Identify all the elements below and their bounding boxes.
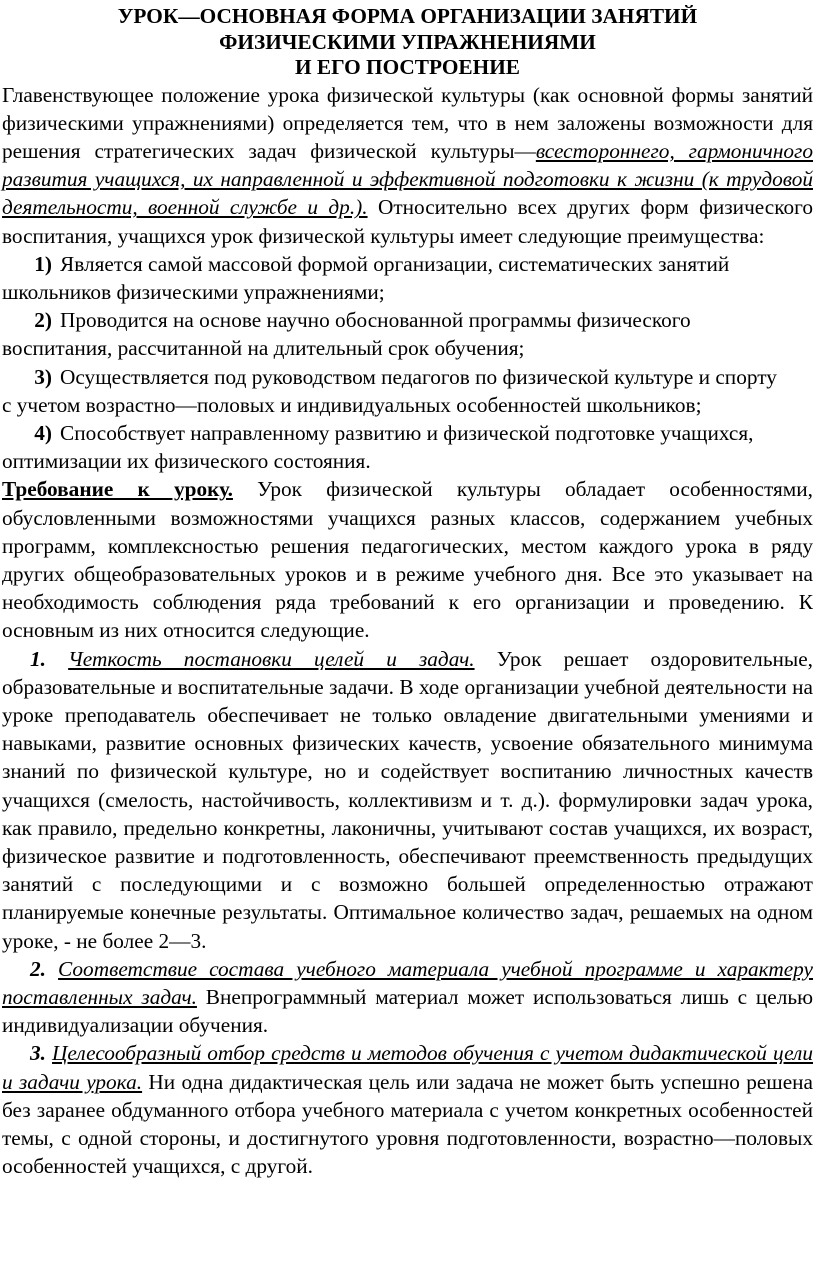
- point-number: 1.: [30, 646, 46, 671]
- intro-paragraph: [2, 81, 813, 250]
- title-line-1: УРОК—ОСНОВНАЯ ФОРМА ОРГАНИЗАЦИИ ЗАНЯТИЙ: [117, 4, 698, 28]
- point-text: Урок решает оздоровительные, образовательные и воспитательные задачи. В ходе организации учебной деятельности на уроке преподаватель обеспечивает не только овладение двигательными умениями и навыками, развитие основных физических качеств, усвоение обязательного минимума знаний по физической культуре, но и содействует воспитанию личностных качеств учащихся (смелость, настойчивость, коллективизм и т. д.). формулировки задач урока, как правило, предельно конкретны, лаконичны, учитывают состав учащихся, их возраст, физическое развитие и подготовленность, обеспечивают преемственность предыдущих занятий с последующими и с возможно большей определенностью отражают планируемые конечные результаты. Оптимальное количество задач, решаемых на одном уроке, - не более 2—3.: [2, 646, 814, 953]
- list-item-continuation: с учетом возрастно—половых и индивидуальных особенностей школьников;: [2, 392, 702, 417]
- intro-text: Главенствующее положение урока физической культуры (как основной формы занятий физическими упражнениями) определяется тем, что в нем заложены возможности для решения стратегических задач физической культуры—: [2, 82, 813, 163]
- advantages-list: [2, 250, 813, 476]
- point-number: 2.: [30, 956, 46, 981]
- list-item-number: 1): [34, 251, 52, 276]
- point-heading: Четкость постановки целей и задач.: [68, 646, 475, 671]
- point-number: 3.: [30, 1041, 46, 1066]
- list-item-number: 3): [34, 364, 52, 389]
- point-text: Ни одна дидактическая цель или задача не может быть успешно решена без заранее обдуманного отбора учебного материала с учетом конкретных особенностей темы, с одной стороны, и достигнутого уровня подготовленности, возрастно—половых особенностей учащихся, с другой.: [2, 1069, 813, 1179]
- list-item: [2, 306, 813, 362]
- list-item-continuation: школьников физическими упражнениями;: [2, 279, 385, 304]
- point-heading: Целесообразный отбор средств и методов обучения с учетом дидактической цели и задачи урока.: [2, 1041, 813, 1094]
- title-line-2: ФИЗИЧЕСКИМИ УПРАЖНЕНИЯМИ: [219, 29, 596, 54]
- point-text: Внепрограммный материал может использоваться лишь с целью индивидуализации обучения.: [2, 985, 813, 1038]
- list-item-continuation: воспитания, рассчитанной на длительный срок обучения;: [2, 336, 525, 361]
- list-item: [2, 363, 813, 419]
- list-item-number: 2): [34, 308, 52, 333]
- list-item-number: 4): [34, 420, 52, 445]
- requirements-paragraph: [2, 475, 813, 644]
- requirements-text: Урок физической культуры обладает особенностями, обусловленными возможностями учащихся разных классов, содержанием учебных программ, комплексностью решения педагогических, местом каждого урока в ряду других общеобразовательных уроков и в режиме учебного дня. Все это указывает на необходимость соблюдения ряда требований к его организации и проведению. К основным из них относится следующие.: [2, 477, 813, 643]
- title-line-3: И ЕГО ПОСТРОЕНИЕ: [295, 55, 520, 79]
- list-item-continuation: оптимизации их физического состояния.: [2, 449, 371, 474]
- list-item-text: Является самой массовой формой организации, систематических занятий: [60, 251, 730, 276]
- list-item: [2, 250, 813, 306]
- list-item-text: Проводится на основе научно обоснованной программы физического: [60, 308, 691, 333]
- list-item: [2, 419, 813, 475]
- point-paragraph: [2, 955, 813, 1040]
- point-paragraph: [2, 1039, 813, 1180]
- document-title: [2, 0, 813, 81]
- list-item-text: Осуществляется под руководством педагогов по физической культуре и спорту: [60, 364, 777, 389]
- intro-emphasis: всестороннего, гармоничного развития учащихся, их направленной и эффективной подготовки к жизни (к трудовой деятельности, военной службе и др.).: [2, 138, 814, 220]
- intro-after: Относительно всех других форм физического воспитания, учащихся урок физической культуры имеет следующие преимущества:: [2, 195, 813, 248]
- requirements-heading: Требование к уроку.: [2, 477, 233, 502]
- list-item-text: Способствует направленному развитию и физической подготовке учащихся,: [60, 420, 754, 445]
- point-heading: Соответствие состава учебного материала учебной программе и характеру поставленных задач.: [2, 956, 813, 1009]
- point-paragraph: [2, 645, 813, 955]
